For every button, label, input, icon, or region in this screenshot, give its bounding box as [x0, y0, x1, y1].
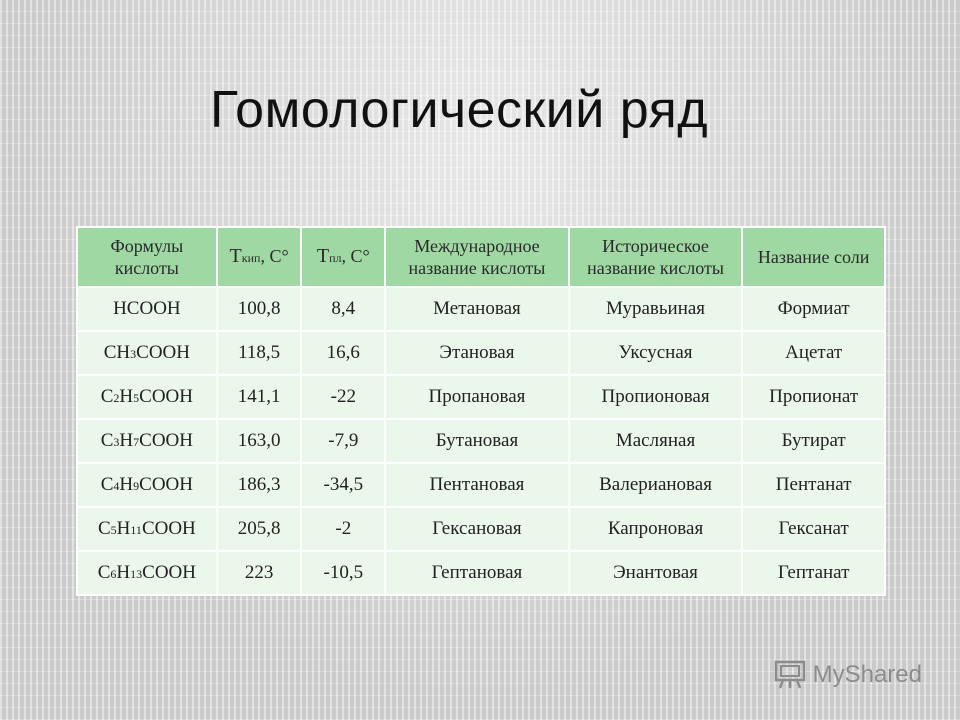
melting-temp-cell: -22: [301, 375, 385, 419]
historical-name-cell: Пропионовая: [569, 375, 743, 419]
melting-temp-cell: -7,9: [301, 419, 385, 463]
table-row: [77, 551, 885, 595]
historical-name-cell: Уксусная: [569, 331, 743, 375]
boiling-temp-cell: 100,8: [217, 287, 302, 331]
formula-cell: HCOOH: [77, 287, 217, 331]
table-row: [77, 287, 885, 331]
watermark: [773, 660, 922, 690]
boiling-temp-cell: 118,5: [217, 331, 302, 375]
melting-temp-cell: -10,5: [301, 551, 385, 595]
historical-name-cell: Капроновая: [569, 507, 743, 551]
melting-temp-cell: -34,5: [301, 463, 385, 507]
table-row: [77, 419, 885, 463]
boiling-temp-cell: 223: [217, 551, 302, 595]
acid-table: [76, 226, 886, 596]
historical-name-cell: Муравьиная: [569, 287, 743, 331]
formula-cell: CH3COOH: [77, 331, 217, 375]
table-header-row: [77, 227, 885, 287]
boiling-temp-cell: 163,0: [217, 419, 302, 463]
formula-cell: C3H7COOH: [77, 419, 217, 463]
slide-title: Гомологический ряд: [210, 81, 709, 139]
formula-cell: C6H13COOH: [77, 551, 217, 595]
international-name-cell: Гептановая: [385, 551, 569, 595]
table-body: [77, 287, 885, 595]
international-name-cell: Пропановая: [385, 375, 569, 419]
salt-name-cell: Пентанат: [742, 463, 885, 507]
international-name-cell: Бутановая: [385, 419, 569, 463]
international-name-cell: Гексановая: [385, 507, 569, 551]
formula-cell: C2H5COOH: [77, 375, 217, 419]
melting-temp-cell: 8,4: [301, 287, 385, 331]
formula-cell: C5H11COOH: [77, 507, 217, 551]
header-historical-name: Историческое название кислоты: [569, 227, 743, 287]
international-name-cell: Метановая: [385, 287, 569, 331]
boiling-temp-cell: 205,8: [217, 507, 302, 551]
historical-name-cell: Энантовая: [569, 551, 743, 595]
header-formula: Формулы кислоты: [77, 227, 217, 287]
table-row: [77, 507, 885, 551]
acid-table-container: [76, 226, 886, 592]
boiling-temp-cell: 141,1: [217, 375, 302, 419]
header-melting-temp: Tпл, C°: [301, 227, 385, 287]
salt-name-cell: Гептанат: [742, 551, 885, 595]
formula-cell: C4H9COOH: [77, 463, 217, 507]
international-name-cell: Пентановая: [385, 463, 569, 507]
salt-name-cell: Пропионат: [742, 375, 885, 419]
watermark-text: MyShared: [812, 661, 922, 688]
mortarboard-icon: [773, 660, 807, 690]
salt-name-cell: Гексанат: [742, 507, 885, 551]
salt-name-cell: Бутират: [742, 419, 885, 463]
header-international-name: Международное название кислоты: [385, 227, 569, 287]
header-boiling-temp: Tкип, C°: [217, 227, 302, 287]
boiling-temp-cell: 186,3: [217, 463, 302, 507]
historical-name-cell: Масляная: [569, 419, 743, 463]
international-name-cell: Этановая: [385, 331, 569, 375]
table-row: [77, 375, 885, 419]
header-salt-name: Название соли: [742, 227, 885, 287]
table-row: [77, 463, 885, 507]
salt-name-cell: Ацетат: [742, 331, 885, 375]
melting-temp-cell: -2: [301, 507, 385, 551]
historical-name-cell: Валериановая: [569, 463, 743, 507]
table-row: [77, 331, 885, 375]
salt-name-cell: Формиат: [742, 287, 885, 331]
melting-temp-cell: 16,6: [301, 331, 385, 375]
